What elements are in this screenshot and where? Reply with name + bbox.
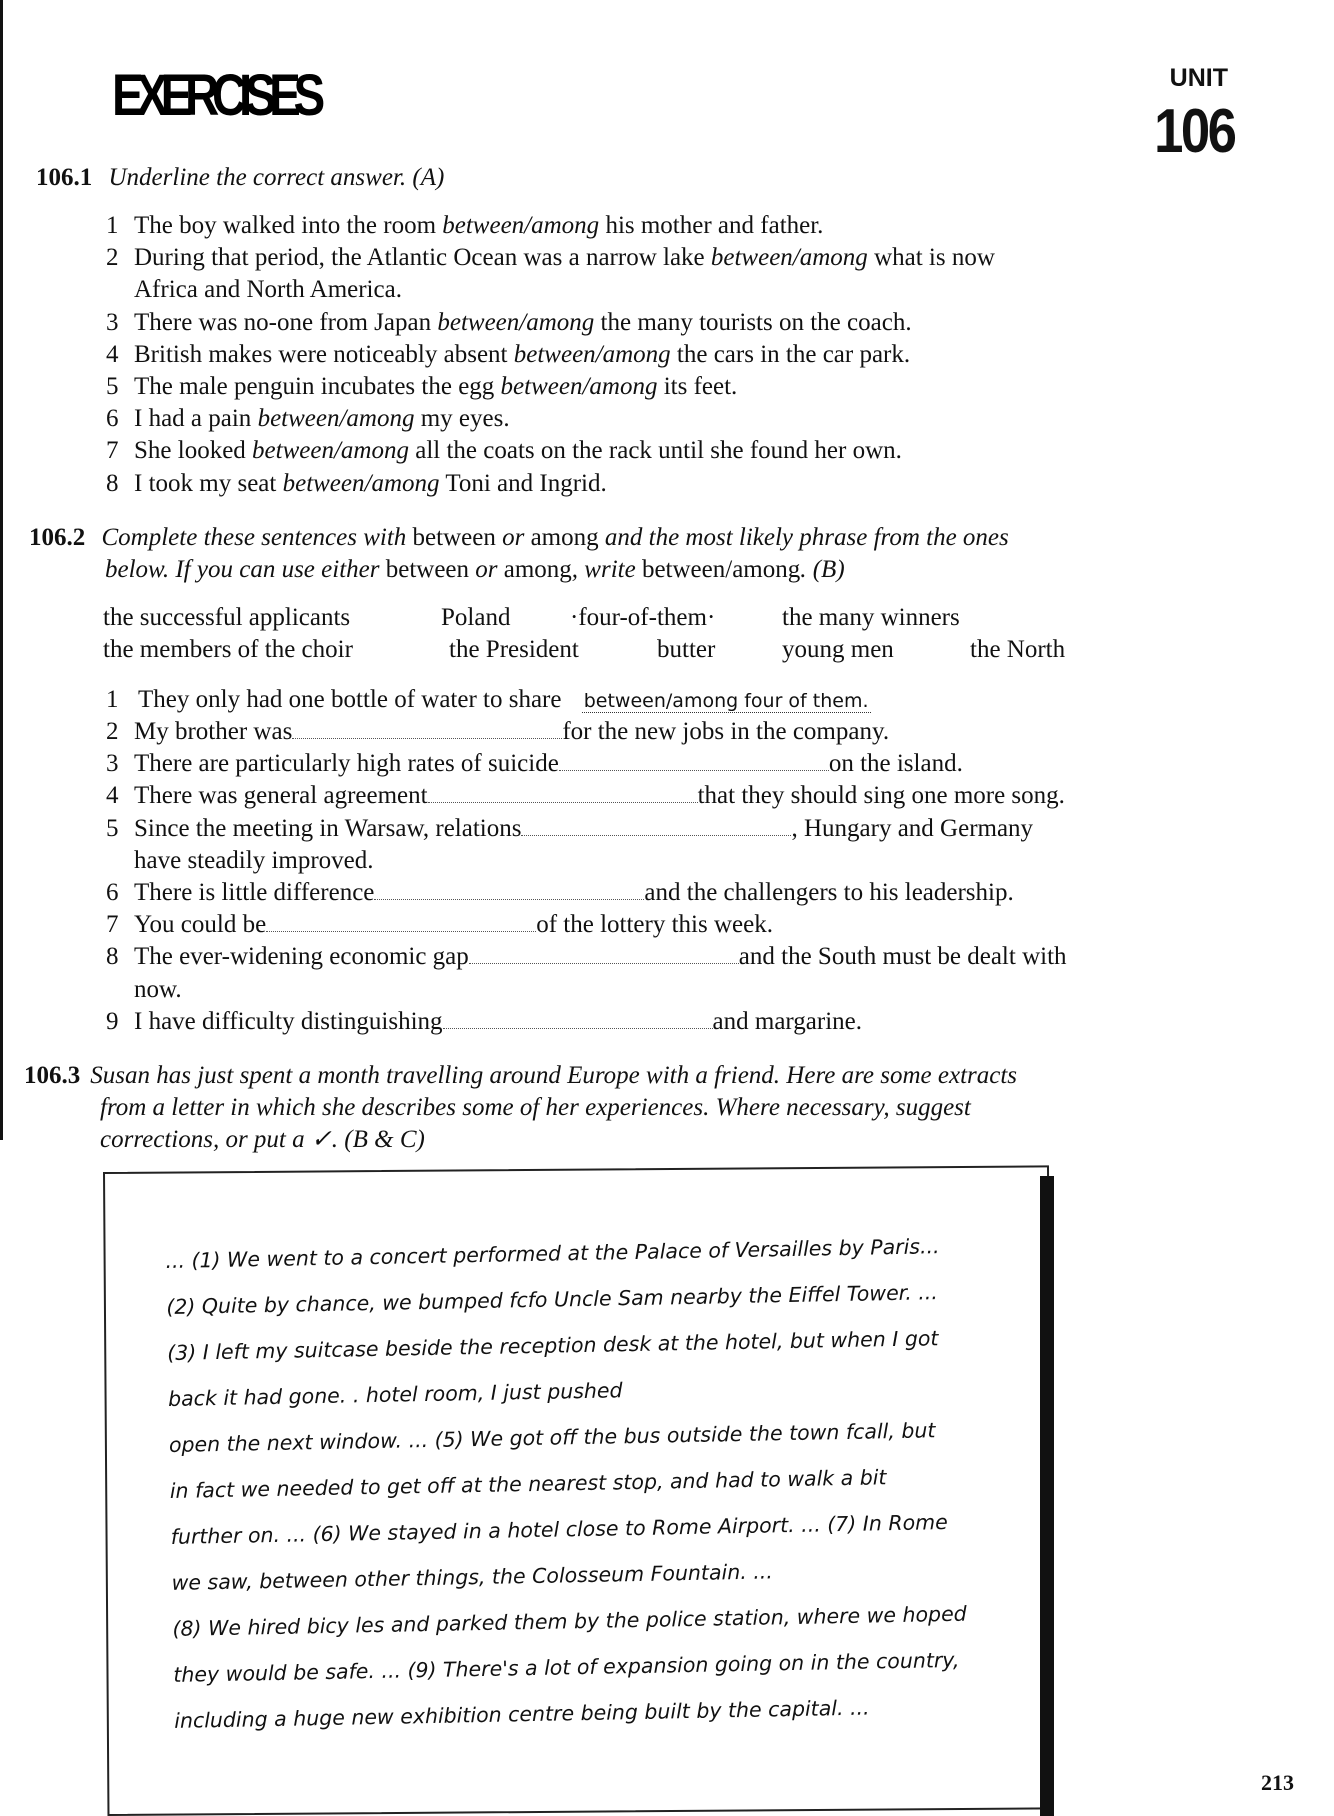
exercise-106-3-heading: 106.3 Susan has just spent a month travelling around Europe with a friend. Here are some extracts from a letter in which she describes some of her experiences. Where necessary, suggest corrections, or put a ✓. (B & C) bbox=[24, 1062, 1018, 1153]
exercise-item: 5 Since the meeting in Warsaw, relations , Hungary and Germany bbox=[106, 814, 1034, 842]
letter-line: (8) We hired bicy les and parked them by the police station, where we hoped bbox=[172, 1601, 967, 1641]
phrase: the successful applicants bbox=[103, 604, 351, 631]
exercise-item: 2 During that period, the Atlantic Ocean was a narrow lake between/among what is now bbox=[106, 244, 995, 272]
answer-option[interactable]: between/among bbox=[437, 308, 595, 336]
exercise-number: 106.3 bbox=[24, 1062, 81, 1089]
phrase: the President bbox=[449, 636, 579, 663]
exercise-item: now. bbox=[134, 975, 182, 1003]
answer-option[interactable]: between/among bbox=[442, 212, 600, 239]
exercise-106-2-list bbox=[106, 716, 1256, 1038]
page-number: 213 bbox=[1261, 1770, 1294, 1795]
exercise-item: 5 The male penguin incubates the egg between/among its feet. bbox=[106, 373, 738, 401]
letter-line: further on. ... (6) We stayed in a hotel close to Rome Airport. ... (7) In Rome bbox=[170, 1510, 948, 1549]
exercise-item: 2 My brother was for the new jobs in the company. bbox=[106, 718, 890, 745]
page-edge-line bbox=[0, 0, 3, 1140]
answer-blank[interactable] bbox=[266, 909, 536, 932]
letter-text bbox=[165, 1221, 1045, 1744]
exercise-item: 8 I took my seat between/among Toni and Ingrid. bbox=[106, 469, 607, 497]
phrase: the members of the choir bbox=[103, 636, 353, 663]
answer-blank[interactable] bbox=[292, 716, 562, 739]
phrase: the many winners bbox=[782, 604, 960, 631]
phrase-crossed: ·four-of-them· bbox=[570, 604, 716, 631]
exercise-106-2-heading: 106.2 Complete these sentences with between or among and the most likely phrase from the ones below. If you can use either between or among, write between/among. (B) bbox=[29, 524, 1009, 583]
exercise-item: 3 There was no-one from Japan between/among the many tourists on the coach. bbox=[106, 308, 912, 336]
exercise-item: 8 The ever-widening economic gap and the South must be dealt with bbox=[106, 943, 1067, 971]
letter-line: they would be safe. ... (9) There's a lot of expansion going on in the country, bbox=[173, 1647, 960, 1687]
exercise-item: 7 She looked between/among all the coats on the rack until she found her own. bbox=[106, 437, 902, 465]
answer-blank[interactable] bbox=[374, 877, 644, 900]
phrase: Poland bbox=[441, 604, 511, 631]
exercise-number: 106.1 bbox=[36, 164, 93, 191]
letter-line: (2) Quite by chance, we bumped fcfo Uncle Sam nearby the Eiffel Tower. ... bbox=[166, 1280, 939, 1319]
answer-blank[interactable] bbox=[469, 941, 739, 964]
letter-line: back it had gone. . hotel room, I just pushed bbox=[167, 1378, 623, 1411]
example-answer: between/among four of them. bbox=[583, 690, 869, 712]
phrase: young men bbox=[782, 636, 894, 663]
exercise-106-2-example: 1 They only had one bottle of water to share between/among four of them. bbox=[106, 686, 869, 713]
answer-option[interactable]: between/among bbox=[282, 469, 440, 497]
answer-blank[interactable] bbox=[559, 748, 829, 771]
unit-number: 106 bbox=[1153, 97, 1234, 166]
exercise-106-1-heading bbox=[36, 162, 444, 194]
unit-label: UNIT bbox=[1169, 64, 1228, 92]
exercise-number: 106.2 bbox=[29, 524, 86, 551]
page-title: EXERCISES bbox=[112, 63, 318, 128]
example-text: They only had one bottle of water to share bbox=[138, 686, 562, 713]
exercise-item: have steadily improved. bbox=[134, 846, 374, 874]
answer-blank[interactable] bbox=[428, 780, 698, 803]
answer-option[interactable]: between/among bbox=[710, 244, 868, 272]
exercise-item: 3 There are particularly high rates of suicide on the island. bbox=[106, 750, 963, 778]
exercise-item: 4 There was general agreement that they should sing one more song. bbox=[106, 782, 1065, 810]
letter-line: we saw, between other things, the Colosseum Fountain. ... bbox=[171, 1559, 774, 1595]
exercise-item: Africa and North America. bbox=[134, 276, 402, 304]
answer-option[interactable]: between/among bbox=[513, 340, 671, 368]
phrase: butter bbox=[657, 636, 716, 663]
letter-line: including a huge new exhibition centre being built by the capital. ... bbox=[174, 1695, 870, 1733]
exercise-instruction: Underline the correct answer. (A) bbox=[108, 164, 445, 191]
answer-blank[interactable] bbox=[521, 813, 791, 836]
exercise-106-1-list bbox=[106, 210, 1256, 500]
answer-option[interactable]: between/among bbox=[500, 373, 658, 401]
letter-line: open the next window. ... (5) We got off the bus outside the town fcall, but bbox=[168, 1418, 936, 1457]
phrase: the North bbox=[970, 636, 1066, 663]
letter-line: ... (1) We went to a concert performed at the Palace of Versailles by Paris... bbox=[165, 1234, 940, 1273]
letter-line: in fact we needed to get off at the nearest stop, and had to walk a bit bbox=[169, 1465, 887, 1503]
exercise-item: 6 There is little difference and the challengers to his leadership. bbox=[106, 879, 1014, 907]
exercise-item: 9 I have difficulty distinguishing and margarine. bbox=[106, 1007, 863, 1035]
answer-option[interactable]: between/among bbox=[257, 405, 415, 433]
exercise-item: 7 You could be of the lottery this week. bbox=[106, 911, 773, 939]
exercise-item: 6 I had a pain between/among my eyes. bbox=[106, 405, 510, 433]
answer-option[interactable]: between/among bbox=[252, 437, 409, 465]
letter-line: (3) I left my suitcase beside the reception desk at the hotel, but when I got bbox=[166, 1326, 939, 1365]
exercise-item: 1 The boy walked into the room between/among his mother and father. bbox=[106, 212, 824, 239]
exercise-item: 4 British makes were noticeably absent between/among the cars in the car park. bbox=[106, 340, 911, 368]
answer-blank[interactable] bbox=[443, 1006, 713, 1029]
